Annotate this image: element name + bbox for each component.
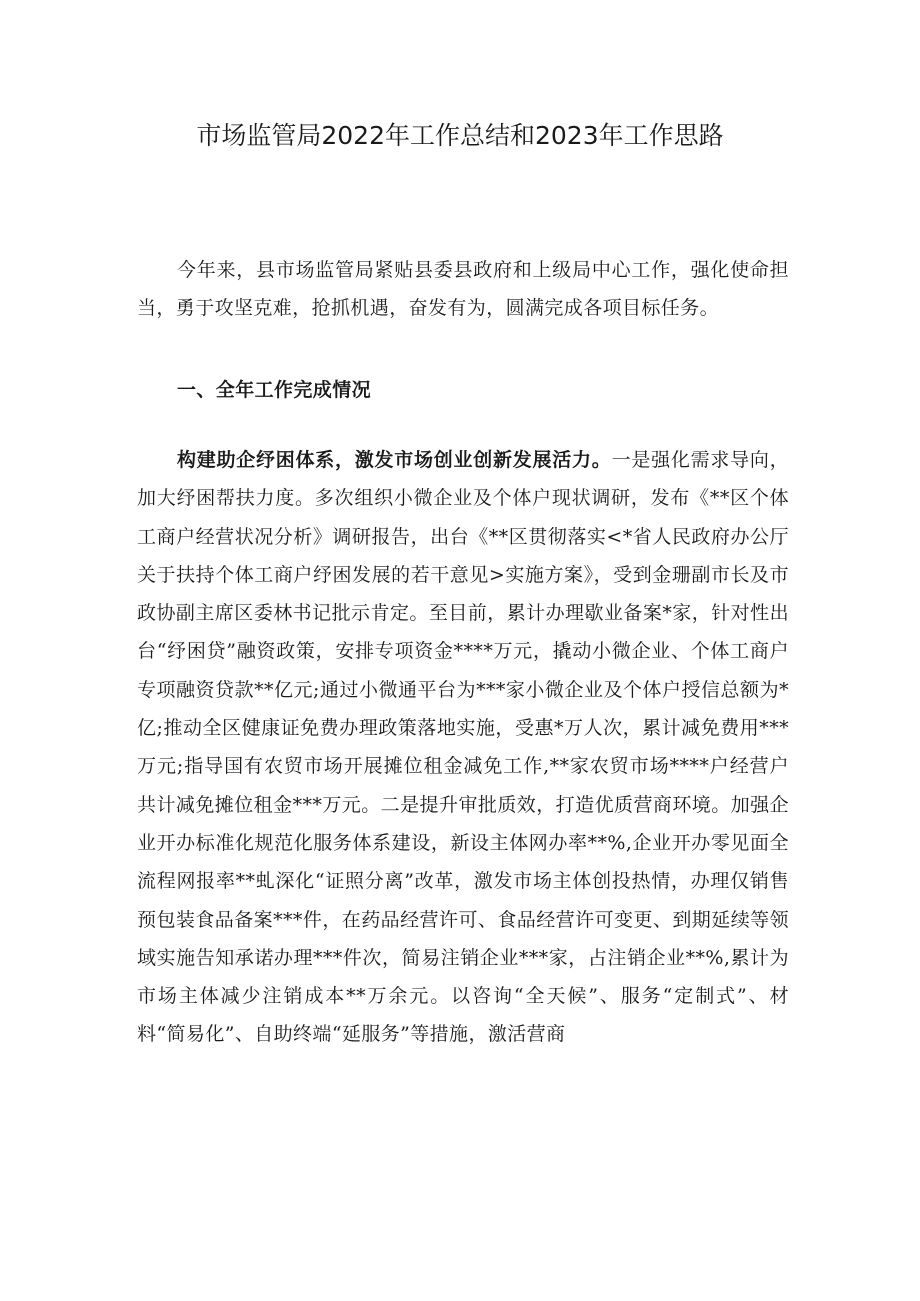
section-heading: 一、全年工作完成情况: [177, 379, 372, 401]
document-title: 市场监管局2022年工作总结和2023年工作思路: [196, 121, 724, 150]
section-paragraph: [137, 441, 789, 1054]
paragraph-body: 一是强化需求导向，加大纾困帮扶力度。多次组织小微企业及个体户现状调研，发布《**区个体工商户经营状况分析》调研报告，出台《**区贯彻落实<*省人民政府办公厅关于扶持个体工商户纾困发展的若干意见>实施方案》，受到金珊副市长及市政协副主席区委林书记批示肯定。至目前，累计办理歇业备案*家，针对性出台“纾困贷”融资政策，安排专项资金****万元，撬动小微企业、个体工商户专项融资贷款**亿元;通过小微通平台为***家小微企业及个体户授信总额为*亿;推动全区健康证免费办理政策落地实施，受惠*万人次，累计减免费用***万元;指导国有农贸市场开展摊位租金减免工作,**家农贸市场****户经营户共计减免摊位租金***万元。二是提升审批质效，打造优质营商环境。加强企业开办标准化规范化服务体系建设，新设主体网办率**%,企业开办零见面全流程网报率**虬深化“证照分离”改革，激发市场主体创投热情，办理仅销售预包装食品备案***件，在药品经营许可、食品经营许可变更、到期延续等领域实施告知承诺办理***件次，简易注销企业***家，占注销企业**%,累计为市场主体减少注销成本**万余元。以咨询“全天候”、服务“定制式”、材料“简易化”、自助终端“延服务”等措施，激活营商: [137, 449, 789, 1046]
paragraph-lead: 构建助企纾困体系，激发市场创业创新发展活力。: [177, 449, 612, 471]
intro-paragraph: 今年来，县市场监管局紧贴县委县政府和上级局中心工作，强化使命担当，勇于攻坚克难，抢抓机遇，奋发有为，圆满完成各项目标任务。: [137, 259, 789, 320]
